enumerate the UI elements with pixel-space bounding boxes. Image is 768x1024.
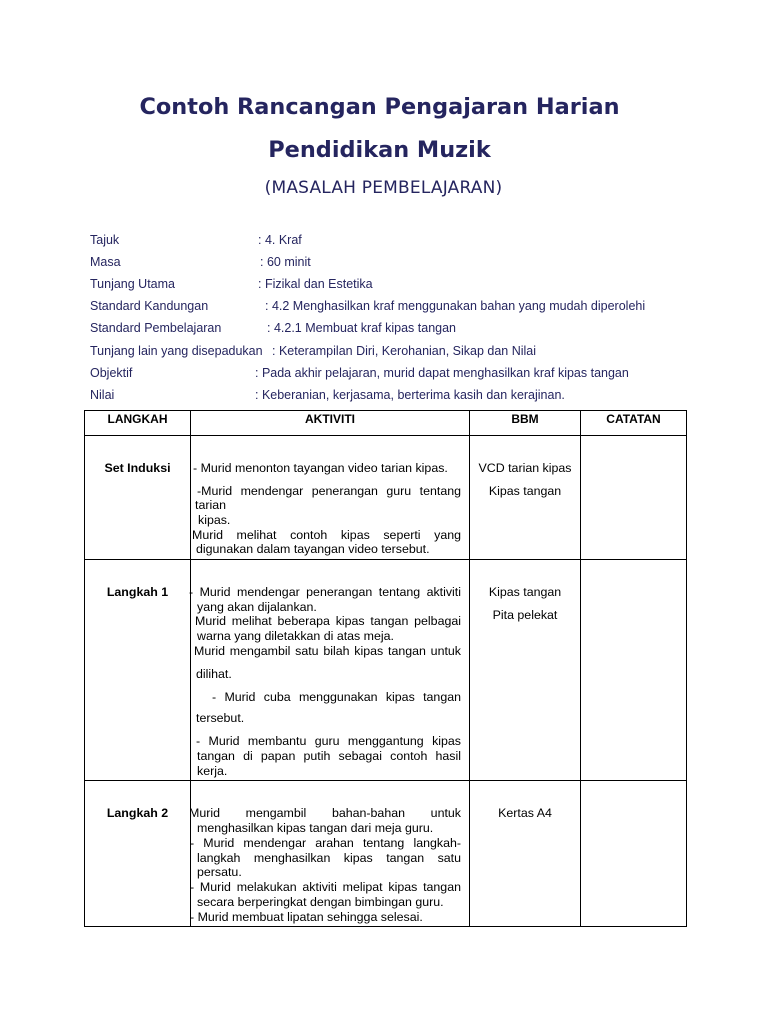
step-label: Langkah 1 <box>106 585 169 599</box>
activity-line: Murid melihat beberapa kipas tangan pelbagai <box>195 614 461 628</box>
table-cell-activity <box>191 436 470 560</box>
info-row-objektif <box>0 366 768 381</box>
info-label: Nilai <box>90 388 115 402</box>
table-cell-step <box>85 436 191 560</box>
activity-line: dilihat. <box>196 667 232 681</box>
info-row-tunjang-lain <box>0 344 768 359</box>
info-value: : 4. Kraf <box>258 233 302 247</box>
info-label: Tajuk <box>90 233 120 247</box>
info-value: : Keterampilan Diri, Kerohanian, Sikap dan Nilai <box>272 344 537 358</box>
activity-line: digunakan dalam tayangan video tersebut. <box>196 542 430 556</box>
activity-line: -Murid mendengar penerangan guru tentang <box>197 484 461 498</box>
table-cell-activity <box>191 560 470 781</box>
table-header-aktiviti: AKTIVITI <box>191 411 470 436</box>
info-label: Objektif <box>90 366 133 380</box>
info-label: Tunjang Utama <box>90 277 175 291</box>
activity-line: menghasilkan kipas tangan dari meja guru. <box>197 821 434 835</box>
activity-line: Murid mengambil bahan-bahan untuk <box>189 806 461 820</box>
activity-line: warna yang diletakkan di atas meja. <box>197 629 394 643</box>
info-row-standard-pembelajaran <box>0 321 768 336</box>
page-title: Contoh Rancangan Pengajaran Harian <box>139 94 620 120</box>
info-label: Standard Pembelajaran <box>90 321 222 335</box>
page-subtitle: (MASALAH PEMBELAJARAN) <box>264 178 503 198</box>
table-cell-catatan <box>581 560 687 781</box>
bbm-item: Kipas tangan <box>488 585 562 599</box>
info-label: Tunjang lain yang disepadukan <box>90 344 263 358</box>
bbm-item: Kipas tangan <box>488 484 562 498</box>
table-cell-bbm <box>470 436 581 560</box>
table-cell-catatan <box>581 781 687 927</box>
activity-line: - Murid melakukan aktiviti melipat kipas tangan <box>190 880 461 894</box>
activity-line: langkah menghasilkan kipas tangan satu <box>197 851 461 865</box>
info-row-tunjang-utama <box>0 277 768 292</box>
info-row-standard-kandungan <box>0 299 768 314</box>
info-value: : Keberanian, kerjasama, berterima kasih dan kerajinan. <box>255 388 565 402</box>
table-header-langkah: LANGKAH <box>85 411 191 436</box>
table-cell-bbm <box>470 560 581 781</box>
activity-line: kipas. <box>198 513 231 527</box>
activity-line: secara berperingkat dengan bimbingan guru. <box>197 895 444 909</box>
bbm-item: Pita pelekat <box>492 608 558 622</box>
activity-line: Murid mengambil satu bilah kipas tangan untuk <box>194 644 461 658</box>
table-header-bbm: BBM <box>470 411 581 436</box>
info-row-tajuk <box>0 233 768 248</box>
activity-line: - Murid membantu guru menggantung kipas <box>196 734 461 748</box>
activity-line: kerja. <box>197 764 228 778</box>
activity-line: tarian <box>195 498 226 512</box>
bbm-item: VCD tarian kipas <box>478 461 572 475</box>
lesson-table <box>84 410 687 927</box>
step-label: Langkah 2 <box>106 806 169 820</box>
step-label: Set Induksi <box>104 461 171 475</box>
table-cell-catatan <box>581 436 687 560</box>
info-value: : 4.2.1 Membuat kraf kipas tangan <box>267 321 456 335</box>
activity-line: - Murid mendengar penerangan tentang aktiviti <box>189 585 461 599</box>
info-row-masa <box>0 255 768 270</box>
activity-line: Murid melihat contoh kipas seperti yang <box>192 528 461 542</box>
info-value: : 4.2 Menghasilkan kraf menggunakan bahan yang mudah diperolehi <box>265 299 646 313</box>
info-label: Standard Kandungan <box>90 299 209 313</box>
table-cell-bbm <box>470 781 581 927</box>
info-value: : 60 minit <box>260 255 311 269</box>
info-row-nilai <box>0 388 768 403</box>
activity-line: - Murid cuba menggunakan kipas tangan <box>212 690 461 704</box>
table-cell-step <box>85 560 191 781</box>
table-cell-activity <box>191 781 470 927</box>
activity-line: yang akan dijalankan. <box>197 600 317 614</box>
bbm-item: Kertas A4 <box>498 806 552 820</box>
page-title-subject: Pendidikan Muzik <box>268 137 491 163</box>
activity-line: - Murid mendengar arahan tentang langkah- <box>190 836 461 850</box>
table-cell-step <box>85 781 191 927</box>
info-label: Masa <box>90 255 121 269</box>
info-value: : Pada akhir pelajaran, murid dapat menghasilkan kraf kipas tangan <box>255 366 629 380</box>
info-value: : Fizikal dan Estetika <box>258 277 373 291</box>
activity-line: tangan di papan putih sebagai contoh hasil <box>197 749 461 763</box>
activity-line: persatu. <box>197 865 242 879</box>
activity-line: tersebut. <box>196 711 245 725</box>
activity-line: - Murid membuat lipatan sehingga selesai. <box>190 910 423 924</box>
activity-line: - Murid menonton tayangan video tarian kipas. <box>193 461 448 475</box>
table-header-catatan: CATATAN <box>581 411 687 436</box>
